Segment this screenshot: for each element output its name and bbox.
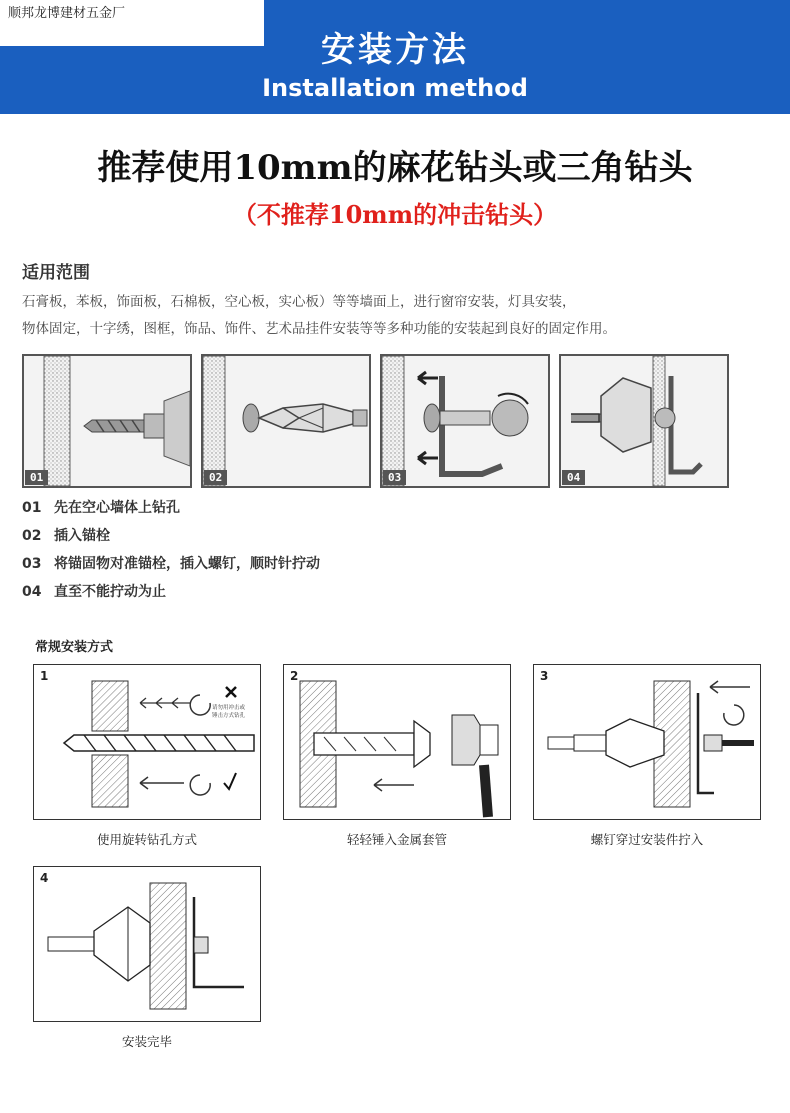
screw-fixture-icon [382, 356, 548, 486]
scope-line: 物体固定，十字绣，图框，饰品、饰件、艺术品挂件安装等等多种功能的安装起到良好的固定作用。 [22, 321, 616, 337]
box-caption: 使用旋转钻孔方式 [96, 832, 197, 847]
step-list [22, 494, 320, 606]
anchor-expanded-icon [561, 356, 727, 486]
conventional-step-3 [533, 664, 761, 820]
conventional-title: 常规安装方式 [35, 640, 114, 655]
panel-number: 03 [383, 470, 406, 485]
drill-note-line: 请勿用冲击或 [212, 705, 246, 711]
box-caption: 螺钉穿过安装件拧入 [590, 832, 704, 847]
banner-title-cn: 安装方法 [321, 30, 469, 70]
step-item [22, 550, 320, 578]
scope-title: 适用范围 [22, 263, 90, 283]
step-number: 02 [22, 528, 42, 544]
step-text: 插入锚栓 [54, 528, 110, 544]
box-number: 2 [290, 669, 299, 683]
drill-recommendation: 推荐使用10mm的麻花钻头或三角钻头 [97, 148, 693, 188]
step-text: 将锚固物对准锚栓，插入螺钉，顺时针拧动 [54, 556, 320, 572]
conventional-step-2 [283, 664, 511, 820]
rotary-drill-icon [34, 665, 259, 818]
step-panel-04 [559, 354, 729, 488]
banner-title-en: Installation method [262, 74, 528, 102]
step-item [22, 494, 320, 522]
insert-anchor-icon [203, 356, 369, 486]
step-panel-02 [201, 354, 371, 488]
box-number: 4 [40, 871, 49, 885]
store-name: 顺邦龙博建材五金厂 [0, 0, 264, 46]
screwdriver-icon [534, 665, 759, 818]
step-panel-01 [22, 354, 192, 488]
step-number: 01 [22, 500, 42, 516]
box-caption: 轻轻锤入金属套管 [346, 832, 447, 847]
step-item [22, 522, 320, 550]
box-caption: 安装完毕 [121, 1034, 172, 1049]
conventional-step-1 [33, 664, 261, 820]
drill-into-wall-icon [24, 356, 190, 486]
step-text: 直至不能拧动为止 [54, 584, 166, 600]
step-number: 03 [22, 556, 42, 572]
step-text: 先在空心墙体上钻孔 [54, 500, 180, 516]
hammer-icon [284, 665, 509, 818]
panel-number: 02 [204, 470, 227, 485]
box-number: 1 [40, 669, 49, 683]
box-number: 3 [540, 669, 549, 683]
panel-number: 01 [25, 470, 48, 485]
scope-text [22, 289, 762, 343]
conventional-step-4 [33, 866, 261, 1022]
step-item [22, 578, 320, 606]
panel-number: 04 [562, 470, 585, 485]
drill-warning: （不推荐10mm的冲击钻头） [232, 200, 558, 229]
installed-anchor-icon [34, 867, 259, 1020]
step-panel-03 [380, 354, 550, 488]
scope-line: 石膏板，苯板，饰面板，石棉板，空心板，实心板）等等墙面上，进行窗帘安装，灯具安装， [22, 294, 576, 310]
drill-note-line: 锤击方式钻孔 [212, 713, 246, 719]
step-number: 04 [22, 584, 42, 600]
